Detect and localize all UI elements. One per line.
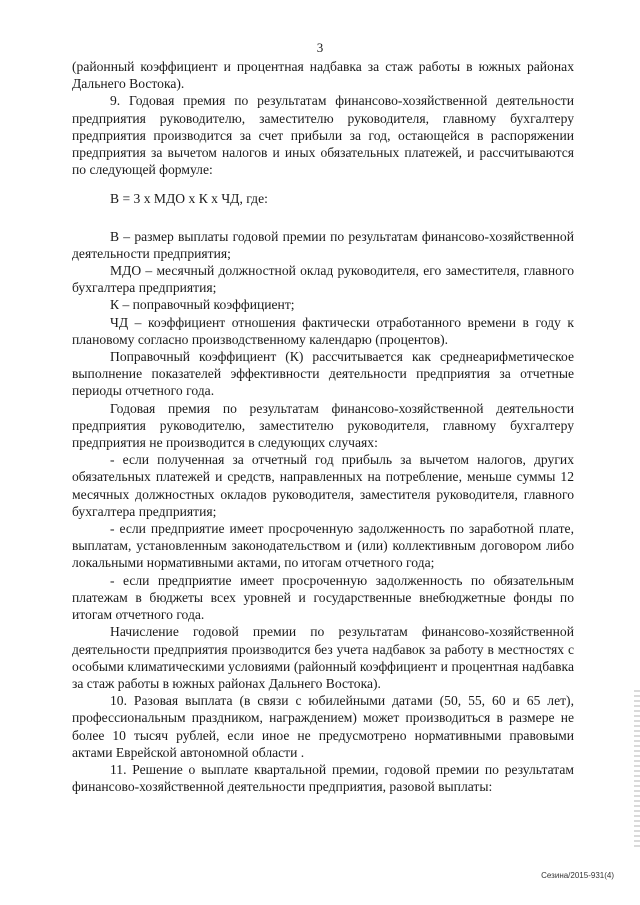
paragraph-item-10: 10. Разовая выплата (в связи с юбилейными датами (50, 55, 60 и 65 лет), профессиональным праздником, награждением) может производиться в размере не более 10 тысяч рублей, если иное не предусмотрено нормативными правовыми актами Еврейской автономной области . — [72, 693, 574, 760]
paragraph-item-9: 9. Годовая премия по результатам финансово-хозяйственной деятельности предприятия руководителю, заместителю руководителя, главному бухгалтеру предприятия производится за счет прибыли за год, остающейся в распоряжении предприятия за вычетом налогов и иных обязательных платежей, и рассчитываются по следующей формуле: — [72, 93, 574, 178]
scan-edge-artifact — [634, 690, 640, 850]
paragraph-continuation: (районный коэффициент и процентная надбавка за стаж работы в южных районах Дальнего Востока). — [72, 59, 574, 92]
list-item: - если предприятие имеет просроченную задолженность по обязательным платежам в бюджеты всех уровней и государственные внебюджетные фонды по итогам отчетного года. — [72, 572, 574, 623]
definition-chd: ЧД – коэффициент отношения фактически отработанного времени в году к плановому согласно производственному календарю (процентов). — [72, 314, 574, 347]
list-item: - если полученная за отчетный год прибыль за вычетом налогов, других обязательных платежей и средств, направленных на потребление, меньше суммы 12 месячных должностных окладов руководителя, заместителя руководителя, главного бухгалтера предприятия; — [72, 452, 574, 519]
definition-mdo: МДО – месячный должностной оклад руководителя, его заместителя, главного бухгалтера предприятия; — [72, 263, 574, 296]
paragraph-item-11: 11. Решение о выплате квартальной премии, годовой премии по результатам финансово-хозяйственной деятельности предприятия, разовой выплаты: — [72, 761, 574, 795]
page-number: 3 — [316, 40, 324, 55]
list-item: - если предприятие имеет просроченную задолженность по заработной плате, выплатам, установленным законодательством и (или) коллективным договором либо локальными нормативными актами, по итогам отчетного года; — [72, 521, 574, 571]
document-body — [72, 58, 574, 795]
paragraph-correction-coefficient: Поправочный коэффициент (К) рассчитывается как среднеарифметическое выполнение показателей эффективности деятельности предприятия за отчетные периоды отчетного года. — [72, 349, 574, 399]
footer-code: Сезина/2015-931(4) — [541, 871, 614, 880]
formula: В = 3 х МДО х К х ЧД, где: — [110, 191, 268, 207]
paragraph-accrual: Начисление годовой премии по результатам финансово-хозяйственной деятельности предприятия производится без учета надбавок за работу в местностях с особыми климатическими условиями (районный коэффициент и процентная надбавка за стаж работы в южных районах Дальнего Востока). — [72, 624, 574, 691]
definition-k: К – поправочный коэффициент; — [110, 297, 295, 313]
paragraph-bonus-exclusions: Годовая премия по результатам финансово-хозяйственной деятельности предприятия руководителю, заместителю руководителя, главному бухгалтеру предприятия не производится в следующих случаях: — [72, 400, 574, 451]
definition-b: В – размер выплаты годовой премии по результатам финансово-хозяйственной деятельности предприятия; — [72, 228, 574, 261]
